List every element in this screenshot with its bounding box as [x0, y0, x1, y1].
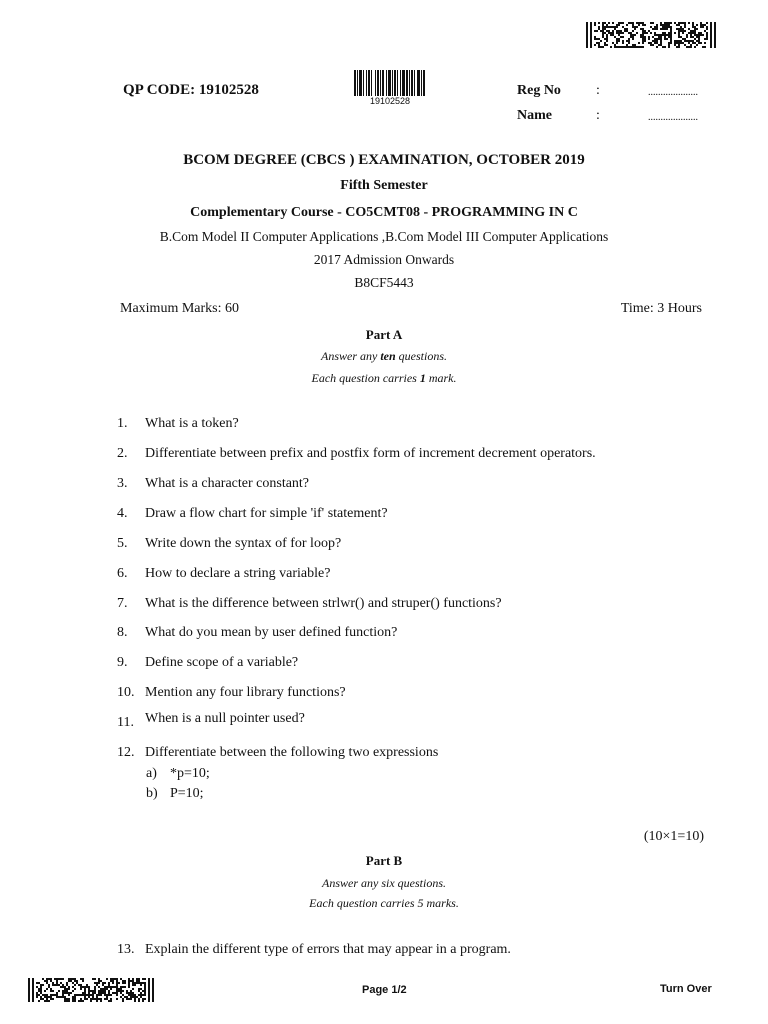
turn-over: Turn Over: [660, 983, 712, 995]
part-b-instruction-2: Each question carries 5 marks.: [309, 896, 459, 910]
bottom-left-2d-barcode: [28, 978, 156, 1002]
semester: Fifth Semester: [340, 178, 428, 193]
question: 4. Draw a flow chart for simple 'if' statement?: [117, 506, 388, 521]
question: 3. What is a character constant?: [117, 476, 310, 491]
maximum-marks: Maximum Marks: 60: [120, 301, 239, 316]
course-title: Complementary Course - CO5CMT08 - PROGRAMMING IN C: [190, 205, 578, 220]
part-b-instruction-1: Answer any six questions.: [321, 876, 446, 890]
question: 10. Mention any four library functions?: [117, 685, 346, 700]
question: 2. Differentiate between prefix and postfix form of increment decrement operators.: [117, 446, 596, 461]
reg-no-label: Reg No: [517, 83, 561, 98]
sub-item: a) *p=10;: [146, 766, 210, 781]
part-a-instruction-1: Answer any ten questions.: [320, 349, 447, 363]
page-number: Page 1/2: [362, 984, 407, 996]
question: 12. Differentiate between the following two expressions: [117, 745, 439, 760]
admission-year: 2017 Admission Onwards: [313, 252, 455, 267]
part-a-instruction-2: Each question carries 1 mark.: [311, 371, 457, 385]
question: 1. What is a token?: [117, 416, 239, 431]
part-b-title: Part B: [365, 853, 403, 868]
qp-code: QP CODE: 19102528: [123, 82, 259, 98]
question: 7. What is the difference between strlwr() and struper() functions?: [117, 596, 502, 611]
part-a-marks-formula: (10×1=10): [643, 829, 704, 844]
name-field: ....................: [648, 112, 698, 123]
barcode-bar: [425, 70, 426, 96]
barcode-number: 19102528: [370, 96, 411, 106]
exam-time: Time: 3 Hours: [620, 301, 702, 316]
qp-barcode: [354, 70, 430, 96]
part-a-title: Part A: [365, 327, 403, 342]
question: 8. What do you mean by user defined function?: [117, 625, 398, 640]
question: 5. Write down the syntax of for loop?: [117, 536, 342, 551]
top-right-2d-barcode: [586, 22, 718, 48]
programmes: B.Com Model II Computer Applications ,B.Com Model III Computer Applications: [159, 229, 609, 244]
question: 6. How to declare a string variable?: [117, 566, 331, 581]
question: 9. Define scope of a variable?: [117, 655, 299, 670]
reg-no-field: ....................: [648, 87, 698, 98]
exam-title: BCOM DEGREE (CBCS ) EXAMINATION, OCTOBER 2019: [183, 152, 585, 168]
name-colon: :: [596, 108, 600, 123]
question: 13. Explain the different type of errors that may appear in a program.: [117, 942, 511, 957]
name-label: Name: [517, 108, 552, 123]
sub-item: b) P=10;: [146, 786, 204, 801]
reg-no-colon: :: [596, 83, 600, 98]
paper-code: B8CF5443: [354, 275, 414, 290]
question: 11. When is a null pointer used?: [117, 711, 305, 730]
